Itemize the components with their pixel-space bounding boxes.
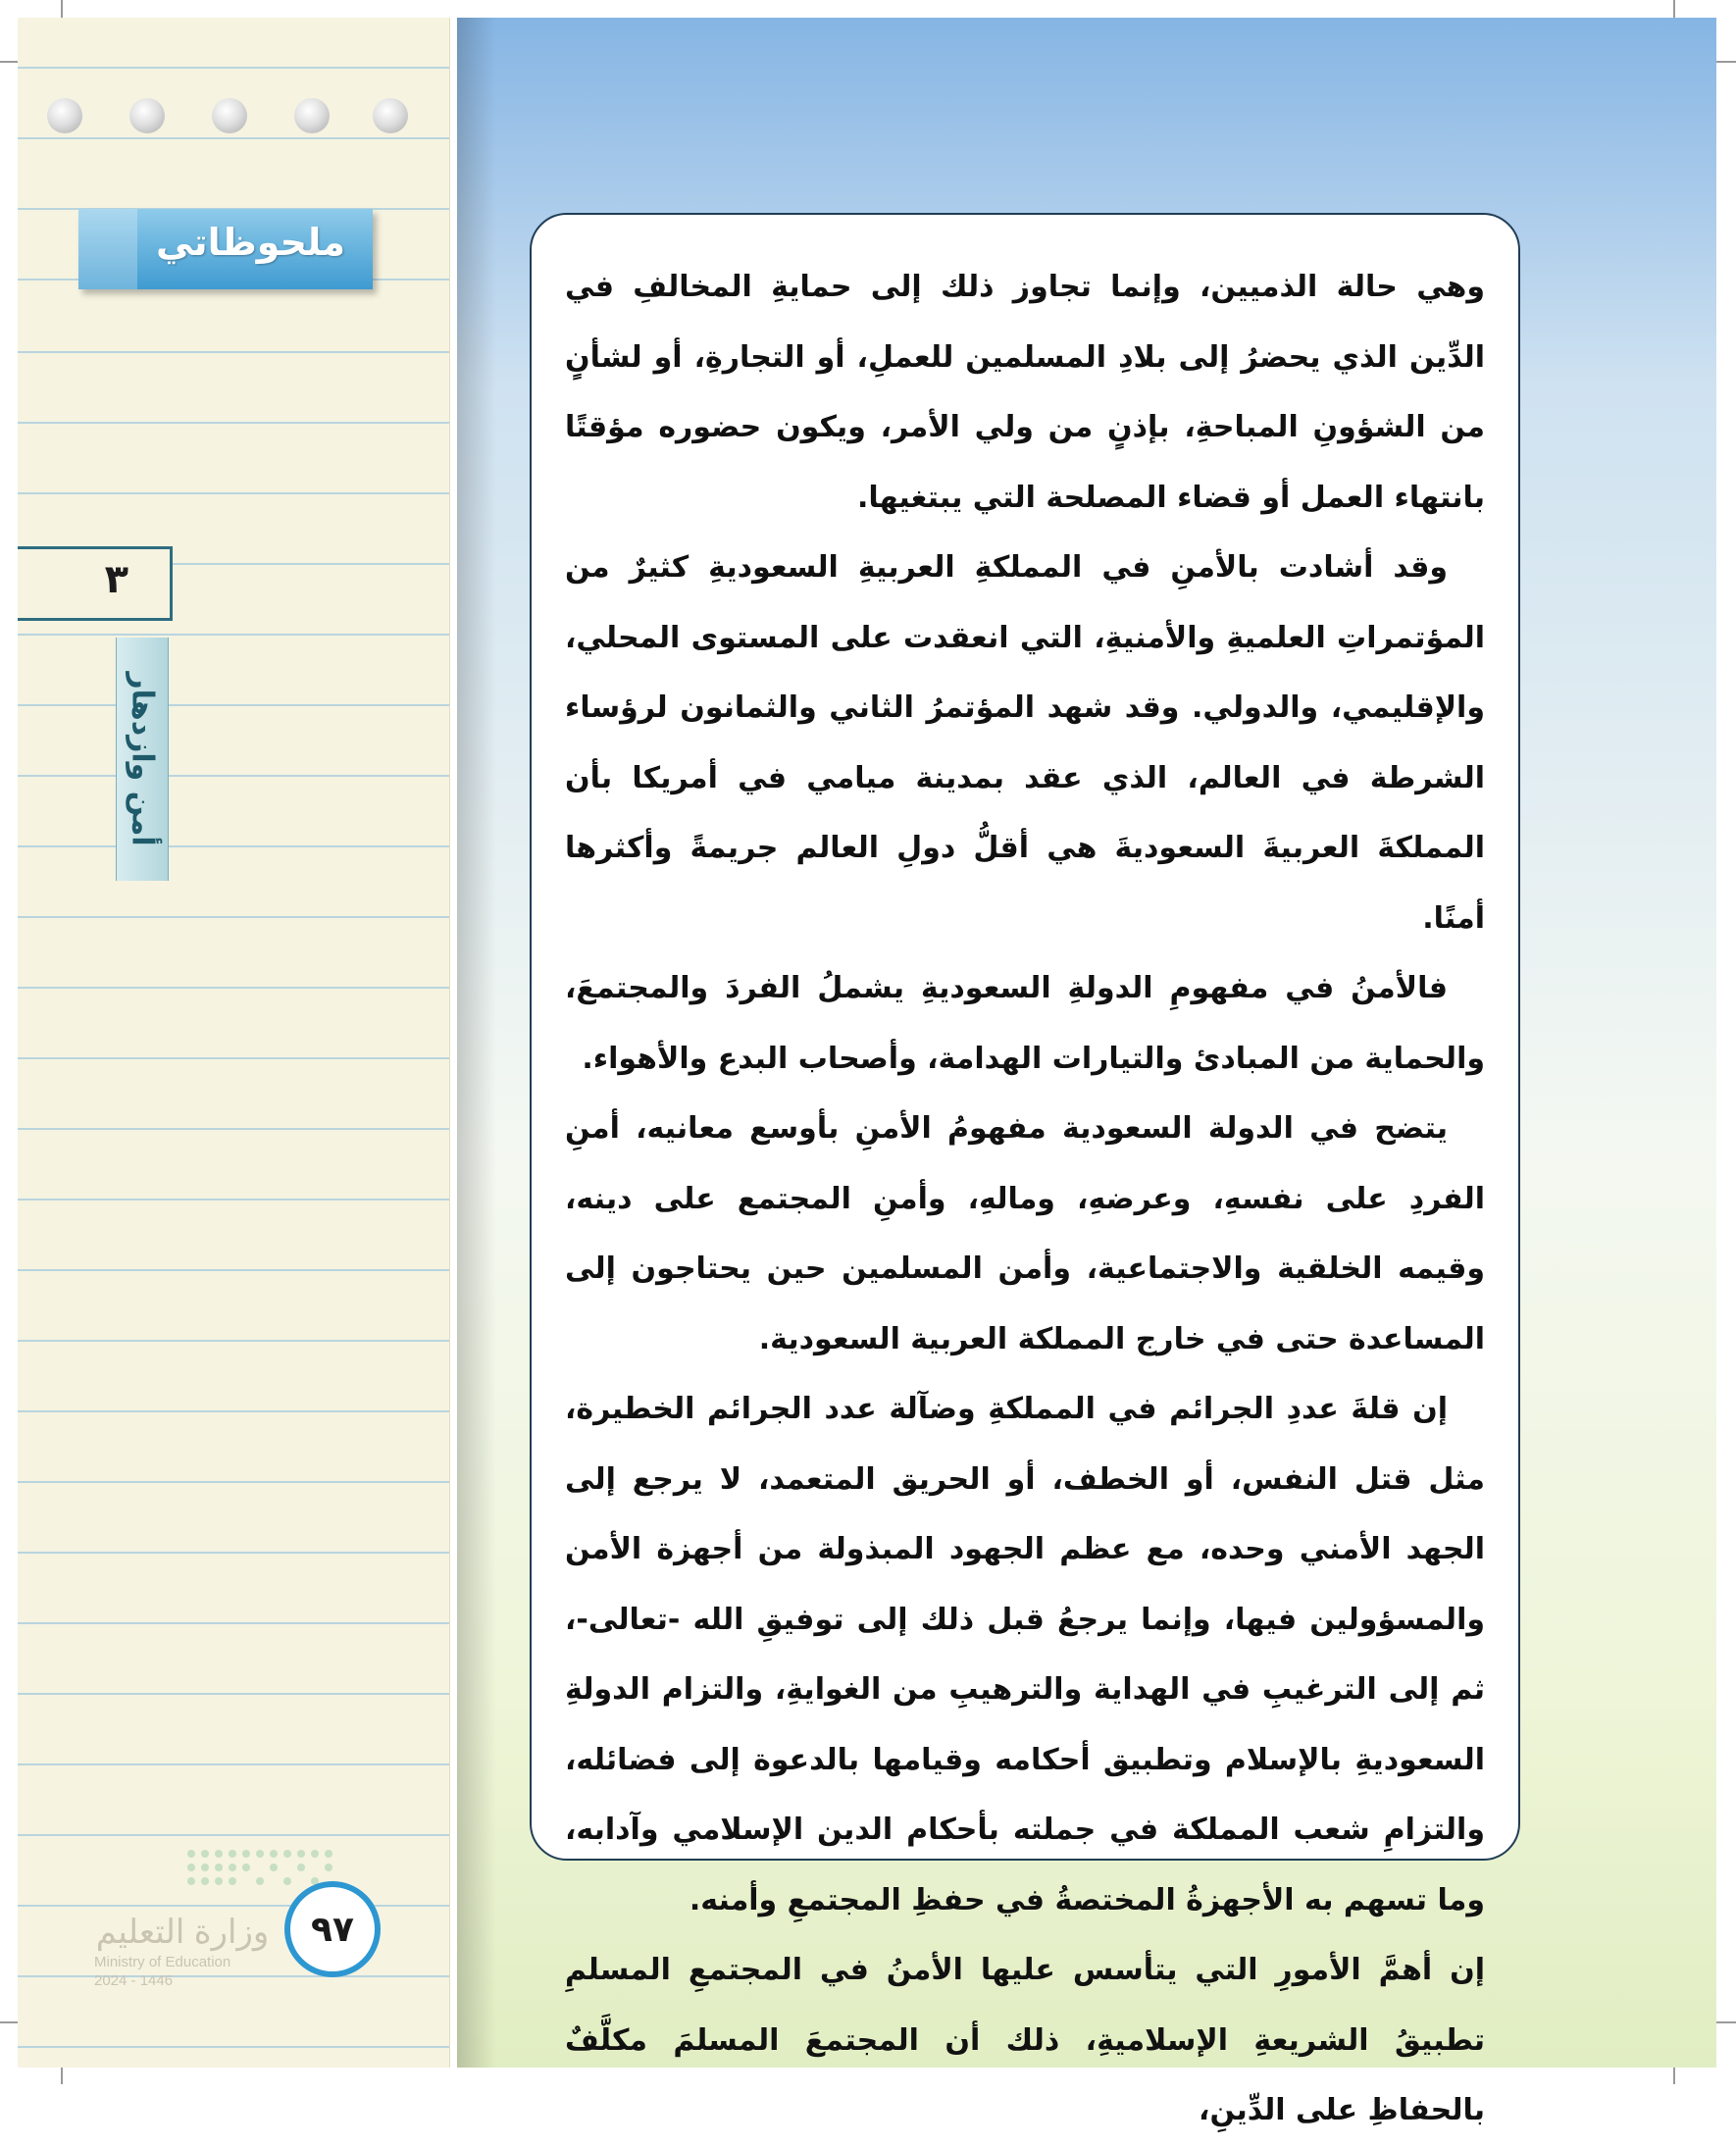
ministry-name-english: Ministry of Education [94, 1954, 231, 1970]
binding-shadow [457, 18, 496, 2068]
unit-title: أمن وازدهار [125, 672, 160, 846]
binder-ring-icon [212, 98, 247, 133]
paragraph-3: فالأمنُ في مفهومِ الدولةِ السعوديةِ يشملُ الفردَ والمجتمعَ، والحماية من المبادئ والتيارات الهدامة، وأصحاب البدع والأهواء. [565, 971, 1485, 1076]
binder-ring-icon [47, 98, 82, 133]
binder-ring-icon [129, 98, 165, 133]
paragraph-2: وقد أشادت بالأمنِ في المملكةِ العربيةِ السعوديةِ كثيرٌ من المؤتمراتِ العلميةِ والأمنيةِ، التي انعقدت على المستوى المحلي، والإقليمي، والدولي. وقد شهد المؤتمرُ الثاني والثمانون لرؤساء الشرطة في العالم، الذي عقد بمدينة ميامي في أمريكا بأن المملكةَ العربيةَ السعوديةَ هي أقلُّ دولِ العالم جريمةً وأكثرها أمنًا. [565, 550, 1485, 936]
paragraph-5: إن قلةَ عددِ الجرائم في المملكةِ وضآلة عدد الجرائم الخطيرة، مثل قتل النفس، أو الخطف، أو الحريق المتعمد، لا يرجع إلى الجهد الأمني وحده، مع عظم الجهود المبذولة من أجهزة الأمن والمسؤولين فيها، وإنما يرجعُ قبل ذلك إلى توفيقِ الله -تعالى-، ثم إلى الترغيبِ في الهداية والترهيبِ من الغوايةِ، والتزام الدولةِ السعوديةِ بالإسلام وتطبيق أحكامه وقيامها بالدعوة إلى فضائله، والتزامِ شعب المملكة في جملته بأحكام الدين الإسلامي وآدابه، وما تسهم به الأجهزةُ المختصةُ في حفظِ المجتمعِ وأمنه. [565, 1392, 1485, 1917]
binder-ring-icon [373, 98, 408, 133]
ministry-logo [94, 1913, 271, 1989]
paragraph-6: إن أهمَّ الأمورِ التي يتأسس عليها الأمنُ في المجتمعِ المسلمِ تطبيقُ الشريعةِ الإسلاميةِ، ذلك أن المجتمعَ المسلمَ مكلَّفٌ بالحفاظِ على الدِّينِ، [565, 1953, 1485, 2127]
unit-title-ribbon [116, 638, 169, 881]
notes-title: ملحوظاتي [155, 221, 345, 264]
paragraph-4: يتضح في الدولة السعودية مفهومُ الأمنِ بأوسع معانيه، أمنِ الفردِ على نفسهِ، وعرضهِ، ومالهِ، وأمنِ المجتمع على دينه، وقيمه الخلقية والاجتماعية، وأمن المسلمين حين يحتاجون إلى المساعدة حتى في خارج المملكة العربية السعودية. [565, 1111, 1485, 1356]
ministry-year: 2024 - 1446 [94, 1972, 174, 1989]
notes-tab [78, 209, 373, 289]
paragraph-1: وهي حالة الذميين، وإنما تجاوز ذلك إلى حمايةِ المخالفِ في الدِّين الذي يحضرُ إلى بلادِ المسلمين للعملِ، أو التجارةِ، أو لشأنٍ من الشؤونِ المباحةِ، بإذنٍ من ولي الأمر، ويكون حضوره مؤقتًا بانتهاء العمل أو قضاء المصلحة التي يبتغيها. [565, 270, 1485, 515]
page-number: ٩٧ [284, 1881, 381, 1977]
notes-tab-stripe [78, 209, 137, 289]
unit-number-box [18, 546, 173, 621]
unit-number: ٣ [104, 557, 128, 602]
notes-panel [18, 18, 450, 2068]
binder-ring-icon [294, 98, 330, 133]
content-box [530, 213, 1520, 2127]
ministry-name-arabic: وزارة التعليم [95, 1914, 270, 1951]
